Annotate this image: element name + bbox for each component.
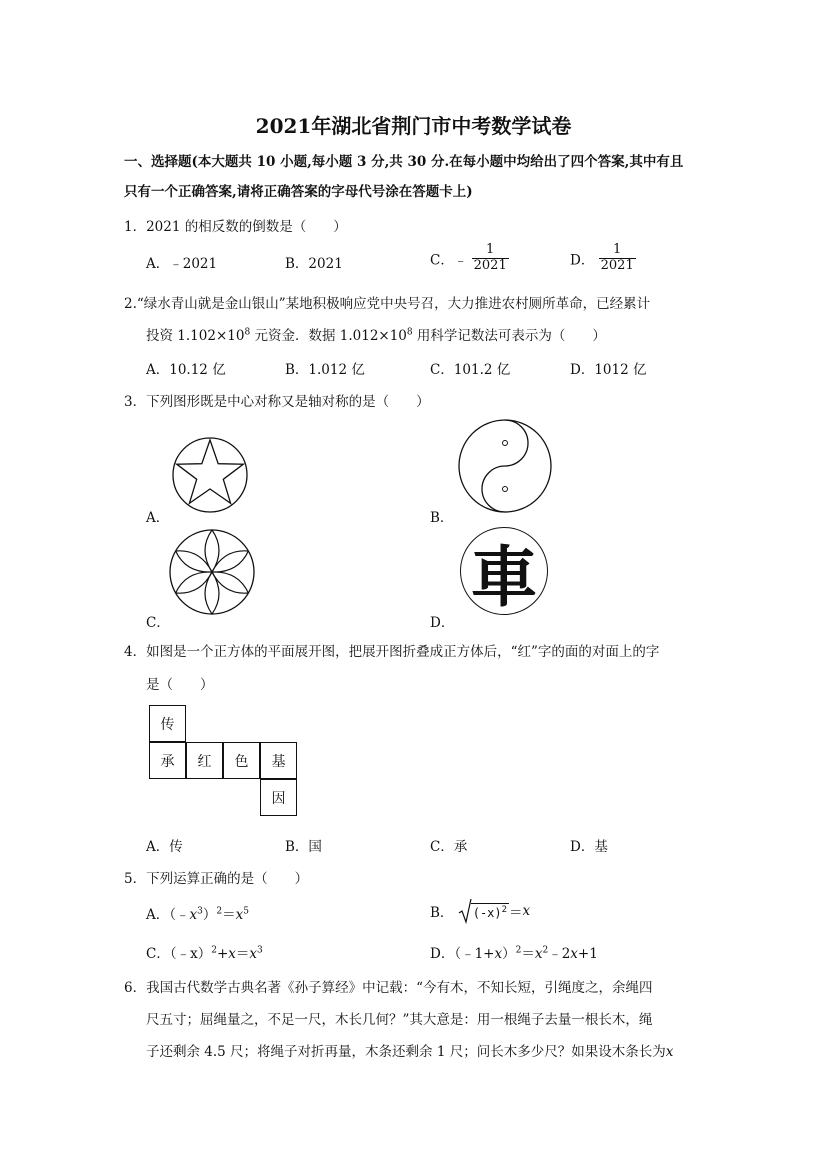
q5-a-t1: A．（﹣ — [146, 907, 190, 923]
q5-c-t1: C．（﹣x） — [146, 946, 212, 962]
q1-option-c-fraction — [472, 243, 509, 274]
star-circle-figure — [170, 435, 250, 515]
q5-a-exp3: 5 — [243, 906, 249, 917]
q4-option-d: D．基 — [570, 839, 608, 855]
q3-option-d: D． — [430, 615, 455, 631]
question-3-stem: 3．下列图形既是中心对称又是轴对称的是（ ） — [124, 394, 430, 410]
question-6-line2: 尺五寸；屈绳量之，不足一尺，木长几何？”其大意是：用一根绳子去量一根长木，绳 — [146, 1012, 653, 1028]
q1-option-d — [570, 243, 636, 274]
q5-d-var2: x — [534, 946, 543, 962]
q3-option-b: B． — [430, 510, 454, 526]
question-4-line2: 是（ ） — [146, 677, 214, 693]
net-cell-6: 因 — [260, 779, 297, 816]
q4-option-a: A．传 — [146, 839, 183, 855]
che-character: 車 — [471, 538, 537, 616]
q1-option-d-denominator: 2021 — [600, 257, 634, 273]
q5-a-var2: x — [235, 907, 244, 923]
q5-b-label: B． — [430, 905, 454, 921]
q5-a-t2: ） — [202, 907, 217, 923]
q5-d-var1: x — [494, 946, 503, 962]
q2-exponent-1: 8 — [244, 327, 251, 338]
net-cell-1: 传 — [149, 705, 186, 742]
q1-option-c-label: C．﹣ — [430, 252, 468, 269]
q2-option-a: A．10.12 亿 — [146, 362, 226, 378]
q1-option-b: B．2021 — [285, 256, 343, 272]
sqrt-sign-icon — [458, 898, 472, 924]
q1-option-a: A．﹣2021 — [146, 256, 218, 272]
q5-option-a — [146, 903, 249, 923]
q5-a-exp2: 2 — [216, 906, 223, 917]
question-2-line2 — [146, 324, 606, 344]
net-cell-2: 承 — [149, 742, 186, 779]
q5-a-t3: ＝ — [222, 907, 236, 923]
section-heading-line1: 一、选择题(本大题共 10 小题,每小题 3 分,共 30 分.在每小题中均给出了四个答案,其中有且 — [124, 154, 684, 170]
section-heading-line2: 只有一个正确答案,请将正确答案的字母代号涂在答题卡上) — [124, 184, 473, 200]
q5-option-b — [430, 898, 530, 924]
q5-d-exp2: 2 — [542, 945, 549, 956]
q5-c-var2: x — [249, 946, 257, 962]
q5-d-t5: +1 — [577, 946, 598, 962]
flower-circle-figure — [168, 528, 256, 616]
page-title: 2021年湖北省荆门市中考数学试卷 — [255, 114, 572, 138]
q5-option-c — [146, 942, 263, 962]
q2-option-d: D．1012 亿 — [570, 362, 647, 378]
q3-option-a: A． — [146, 510, 170, 526]
q2-option-b: B．1.012 亿 — [285, 362, 365, 378]
q5-c-var1: x — [228, 946, 236, 962]
q6-line3-var: x — [665, 1044, 674, 1060]
q5-b-eq: ＝ — [509, 905, 523, 921]
yin-yang-figure — [457, 418, 553, 514]
q1-option-d-label: D． — [570, 252, 595, 269]
q5-c-exp2: 3 — [257, 945, 263, 956]
q5-a-var1: x — [189, 907, 198, 923]
q5-b-exp: 2 — [501, 904, 508, 915]
q1-option-c — [430, 243, 509, 274]
q5-d-var3: x — [570, 946, 578, 962]
q2-text-a: 投资 1.102×10 — [146, 328, 245, 344]
q5-d-t4: ﹣2 — [548, 946, 571, 962]
q5-b-radicand — [471, 903, 509, 920]
q5-d-exp1: 2 — [515, 945, 522, 956]
q5-c-t2: + — [216, 946, 229, 962]
net-cell-5: 基 — [260, 742, 297, 779]
q1-option-c-numerator: 1 — [472, 243, 509, 259]
net-cell-3: 红 — [186, 742, 223, 779]
q5-b-radicand-text: (-x) — [472, 905, 502, 920]
q5-b-var: x — [522, 903, 531, 919]
q5-c-t3: ＝ — [235, 946, 250, 962]
net-cell-4: 色 — [223, 742, 260, 779]
q3-option-c: C． — [146, 615, 170, 631]
q1-option-d-fraction — [599, 243, 636, 274]
q5-d-t2: ） — [502, 946, 516, 962]
q2-text-b: 元资金．数据 1.012×10 — [250, 328, 407, 344]
q2-exponent-2: 8 — [406, 327, 413, 338]
q2-option-c: C．101.2 亿 — [430, 362, 511, 378]
q5-a-exp1: 3 — [197, 906, 203, 917]
question-6-line3 — [146, 1040, 673, 1060]
question-4-line1: 4．如图是一个正方体的平面展开图，把展开图折叠成正方体后，“红”字的面的对面上的字 — [124, 644, 660, 660]
q5-d-t1: D．（﹣1+ — [430, 946, 495, 962]
q4-option-c: C．承 — [430, 839, 468, 855]
q2-text-c: 用科学记数法可表示为（ ） — [412, 328, 606, 344]
q5-d-t3: ＝ — [521, 946, 535, 962]
q1-option-d-numerator: 1 — [599, 243, 636, 259]
question-5-stem: 5．下列运算正确的是（ ） — [124, 871, 309, 887]
q4-option-b: B．国 — [285, 839, 322, 855]
q5-c-exp1: 2 — [211, 945, 217, 956]
question-1-stem: 1．2021 的相反数的倒数是（ ） — [124, 219, 347, 235]
question-2-line1: 2.“绿水青山就是金山银山”某地积极响应党中央号召，大力推进农村厕所革命，已经累计 — [124, 296, 651, 312]
q1-option-c-denominator: 2021 — [473, 257, 507, 273]
q5-option-d — [430, 942, 598, 962]
q6-line3-text: 子还剩余 4.5 尺；将绳子对折再量，木条还剩余 1 尺；问长木多少尺？如果设木条长为 — [146, 1044, 666, 1060]
question-6-line1: 6．我国古代数学古典名著《孙子算经》中记载：“今有木，不知长短，引绳度之，余绳四 — [124, 980, 653, 996]
